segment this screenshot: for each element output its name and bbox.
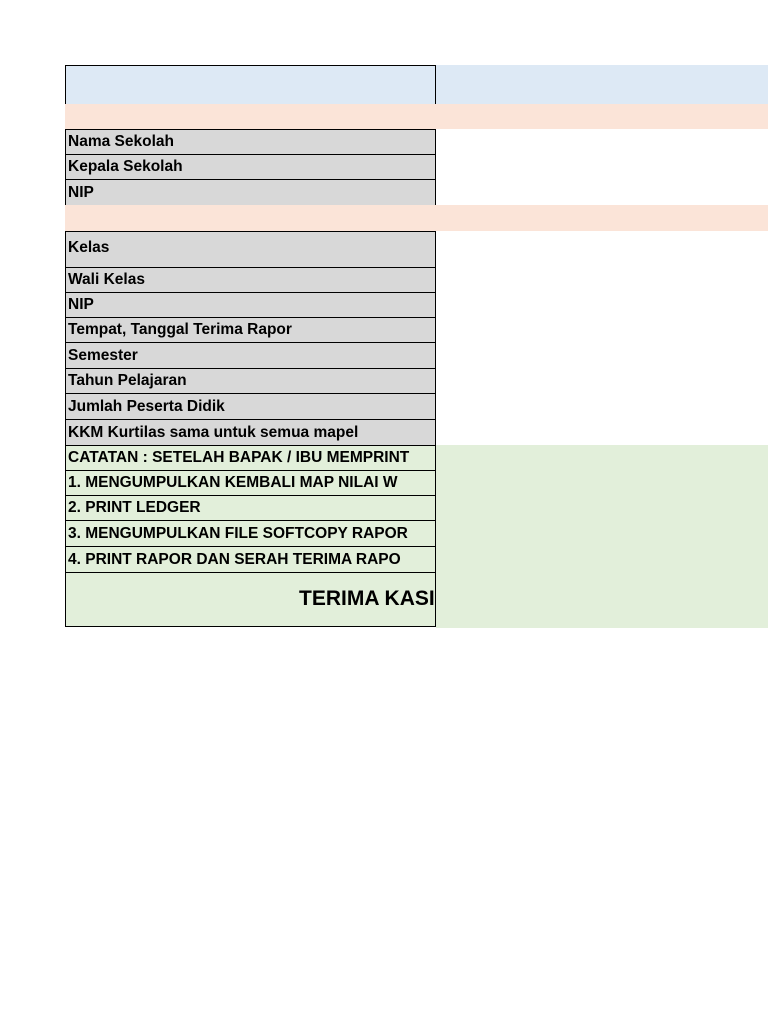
notes-item-2: 2. PRINT LEDGER — [65, 495, 436, 521]
class-value-nip[interactable] — [436, 292, 768, 318]
school-value-nama-sekolah[interactable] — [436, 129, 768, 155]
class-value-wali-kelas[interactable] — [436, 267, 768, 293]
class-value-kkm[interactable] — [436, 419, 768, 446]
header-label-cell[interactable] — [65, 65, 436, 104]
notes-item-4: 4. PRINT RAPOR DAN SERAH TERIMA RAPO — [65, 546, 436, 573]
school-section-band — [65, 104, 768, 129]
class-section-band — [65, 205, 768, 231]
school-label-kepala-sekolah: Kepala Sekolah — [65, 154, 436, 180]
school-label-nama-sekolah: Nama Sekolah — [65, 129, 436, 155]
class-label-nip: NIP — [65, 292, 436, 318]
class-value-tempat-tanggal[interactable] — [436, 317, 768, 343]
class-value-jumlah-peserta[interactable] — [436, 393, 768, 420]
class-label-semester: Semester — [65, 342, 436, 369]
school-value-kepala-sekolah[interactable] — [436, 154, 768, 180]
class-value-semester[interactable] — [436, 342, 768, 369]
class-label-wali-kelas: Wali Kelas — [65, 267, 436, 293]
class-label-kkm: KKM Kurtilas sama untuk semua mapel — [65, 419, 436, 446]
school-label-nip: NIP — [65, 179, 436, 206]
class-label-jumlah-peserta: Jumlah Peserta Didik — [65, 393, 436, 420]
class-label-kelas: Kelas — [65, 231, 436, 268]
class-label-tahun-pelajaran: Tahun Pelajaran — [65, 368, 436, 394]
thanks-text: TERIMA KASI — [299, 587, 435, 610]
notes-band-fill — [436, 445, 768, 628]
notes-item-1: 1. MENGUMPULKAN KEMBALI MAP NILAI W — [65, 470, 436, 496]
school-value-nip[interactable] — [436, 179, 768, 206]
class-label-tempat-tanggal: Tempat, Tanggal Terima Rapor — [65, 317, 436, 343]
notes-item-3: 3. MENGUMPULKAN FILE SOFTCOPY RAPOR — [65, 520, 436, 547]
class-value-kelas[interactable] — [436, 231, 768, 268]
thanks-cell — [65, 572, 436, 627]
class-value-tahun-pelajaran[interactable] — [436, 368, 768, 394]
notes-heading: CATATAN : SETELAH BAPAK / IBU MEMPRINT — [65, 445, 436, 471]
